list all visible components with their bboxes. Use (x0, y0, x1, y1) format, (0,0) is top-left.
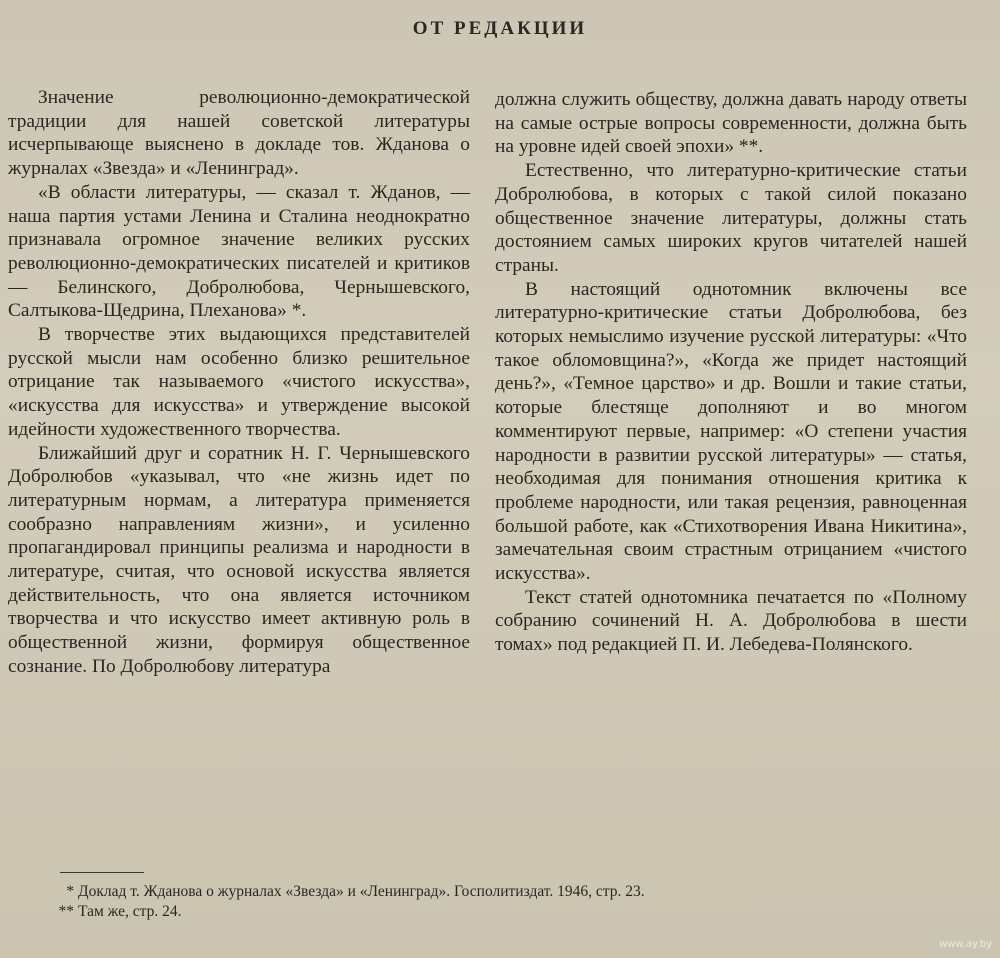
paragraph: Ближайший друг и соратник Н. Г. Чернышевского Добролюбов «указывал, что «не жизнь идет по литературным нормам, а литература применяется сообразно направлениям жизни», и усиленно пропагандировал принципы реализма и народности в литературе, считая, что основой искусства является действительность, что она является источником творчества и что искусство имеет активную роль в общественной жизни, формируя общественное сознание. По Добролюбову литература (8, 442, 470, 677)
footnote-mark: ** (58, 903, 74, 920)
paragraph: Естественно, что литературно-критические статьи Добролюбова, в которых с такой силой показано общественное значение литературы, должны стать достоянием самых широких кругов читателей нашей страны. (495, 160, 967, 276)
paragraph-continued: должна служить обществу, должна давать народу ответы на самые острые вопросы современности, должна быть на уровне идей своей эпохи» **. (495, 89, 967, 158)
footnote-mark: * (66, 883, 74, 900)
paragraph: Значение революционно-демократической традиции для нашей советской литературы исчерпывающе выяснено в докладе тов. Жданова о журналах «Звезда» и «Ленинград». (8, 87, 470, 180)
footnote-text: Доклад т. Жданова о журналах «Звезда» и «Ленинград». Госполитиздат. 1946, стр. 23. (78, 883, 645, 900)
footnote-text: Там же, стр. 24. (78, 903, 182, 920)
watermark: www.ay.by (939, 939, 992, 950)
right-column (495, 88, 967, 657)
paragraph: В настоящий однотомник включены все литературно-критические статьи Добролюбова, без которых немыслимо изучение русской литературы: «Что такое обломовщина?», «Когда же придет настоящий день?», «Темное царство» и др. Вошли и такие статьи, которые блестяще дополняют и во многом комментируют первые, например: «О степени участия народности в развитии русской литературы» — статья, необходимая для понимания отношения критика к проблеме народности, или такая рецензия, равноценная большой работе, как «Стихотворения Ивана Никитина», замечательная своим страстным отрицанием «чистого искусства». (495, 278, 967, 585)
paragraph: «В области литературы, — сказал т. Жданов, — наша партия устами Ленина и Сталина неоднократно признавала огромное значение великих русских революционно-демократических писателей и критиков — Белинского, Добролюбова, Чернышевского, Салтыкова-Щедрина, Плеханова» *. (8, 181, 470, 322)
footnote (52, 902, 952, 922)
paragraph: Текст статей однотомника печатается по «Полному собранию сочинений Н. А. Добролюбова в шести томах» под редакцией П. И. Лебедева-Полянского. (495, 586, 967, 656)
footnote-divider (60, 872, 144, 873)
paragraph: В творчестве этих выдающихся представителей русской мысли нам особенно близко решительное отрицание так называемого «чистого искусства», «искусства для искусства» и утверждение высокой идейности художественного творчества. (8, 324, 470, 440)
left-column (8, 86, 470, 679)
footnotes (52, 882, 952, 922)
footnote (52, 882, 952, 902)
page-title: ОТ РЕДАКЦИИ (412, 18, 588, 39)
